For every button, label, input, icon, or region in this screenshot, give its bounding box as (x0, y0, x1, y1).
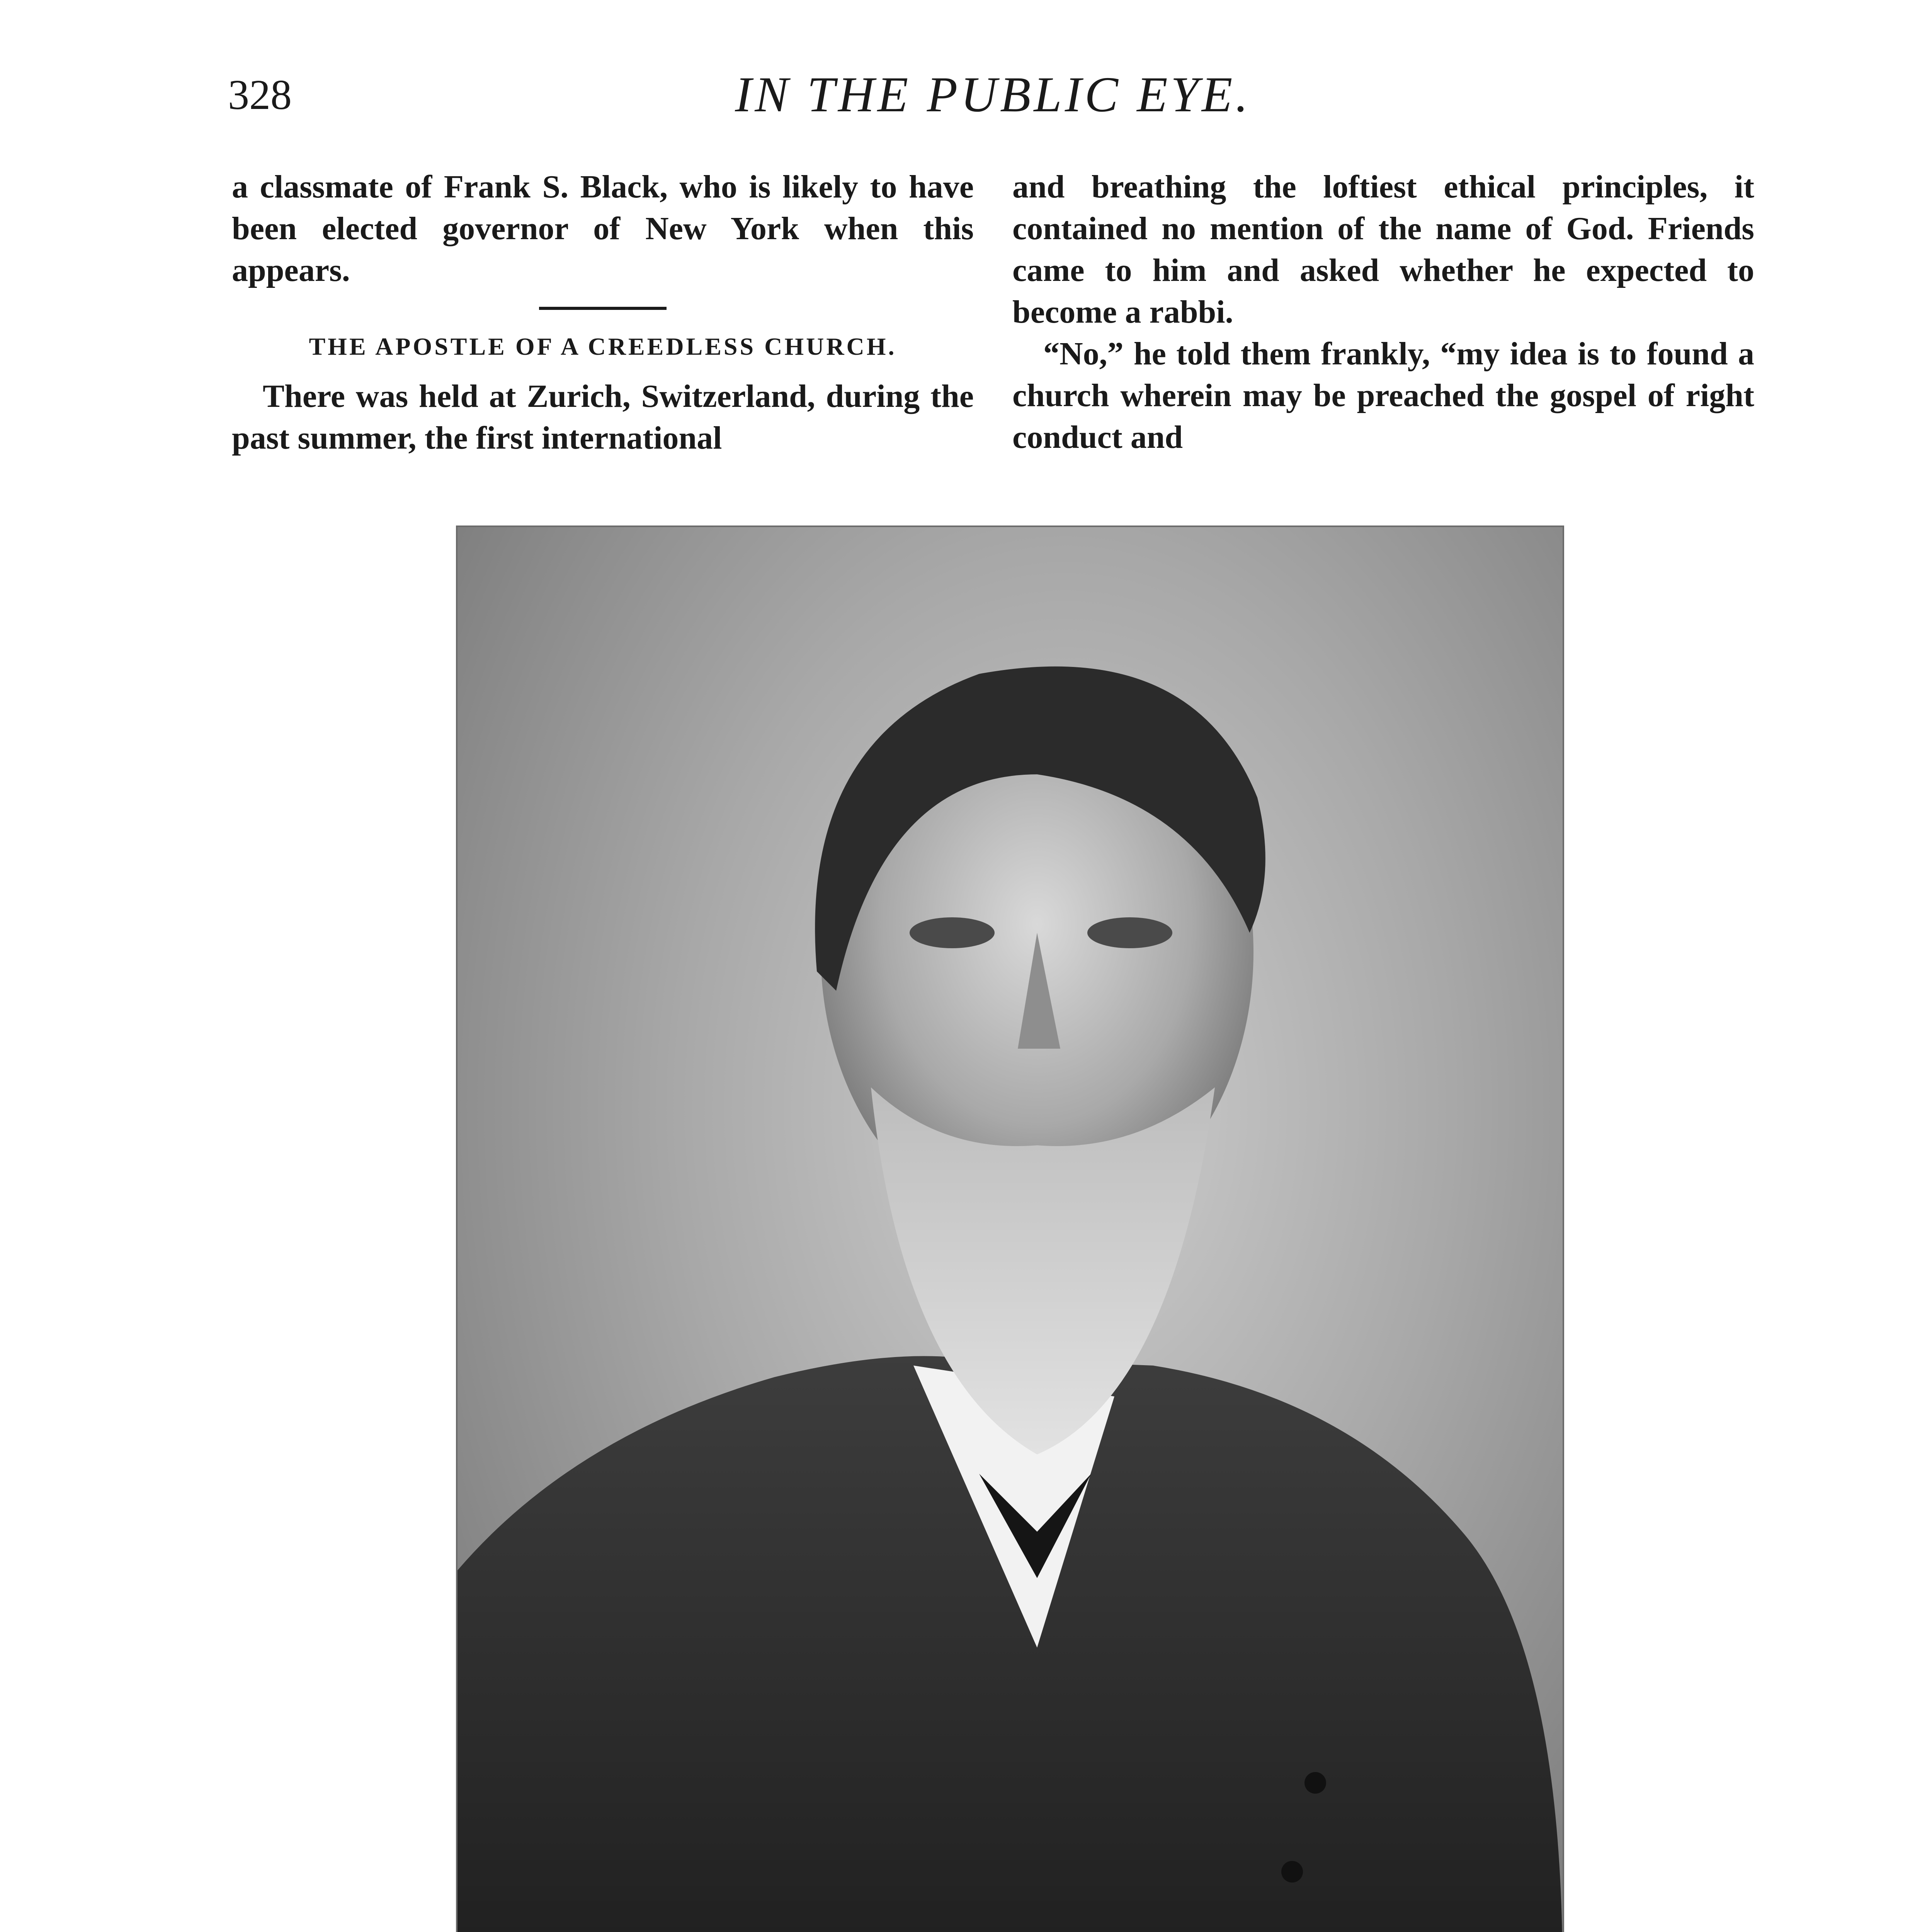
article-paragraph: “No,” he told them frankly, “my idea is to found a church wherein may be preached the gospel of right conduct and (1012, 336, 1754, 455)
article-paragraph: and breathing the loftiest ethical principles, it contained no mention of the name of God. Friends came to him and asked whether he expected to become a rabbi. (1012, 169, 1754, 330)
continued-paragraph: a classmate of Frank S. Black, who is likely to have been elected governor of New York when this appears. (232, 169, 974, 288)
top-left-column (232, 166, 974, 459)
page-header (228, 66, 1758, 155)
section-divider (539, 307, 667, 310)
article-paragraph: There was held at Zurich, Switzerland, during the past summer, the first international (232, 378, 974, 456)
top-right-column (1012, 166, 1754, 458)
section-heading: THE APOSTLE OF A CREEDLESS CHURCH. (309, 333, 897, 360)
running-head: IN THE PUBLIC EYE. (735, 67, 1251, 122)
page-number: 328 (228, 71, 292, 118)
portrait-illustration (457, 527, 1563, 1932)
portrait-photograph (456, 526, 1564, 1932)
